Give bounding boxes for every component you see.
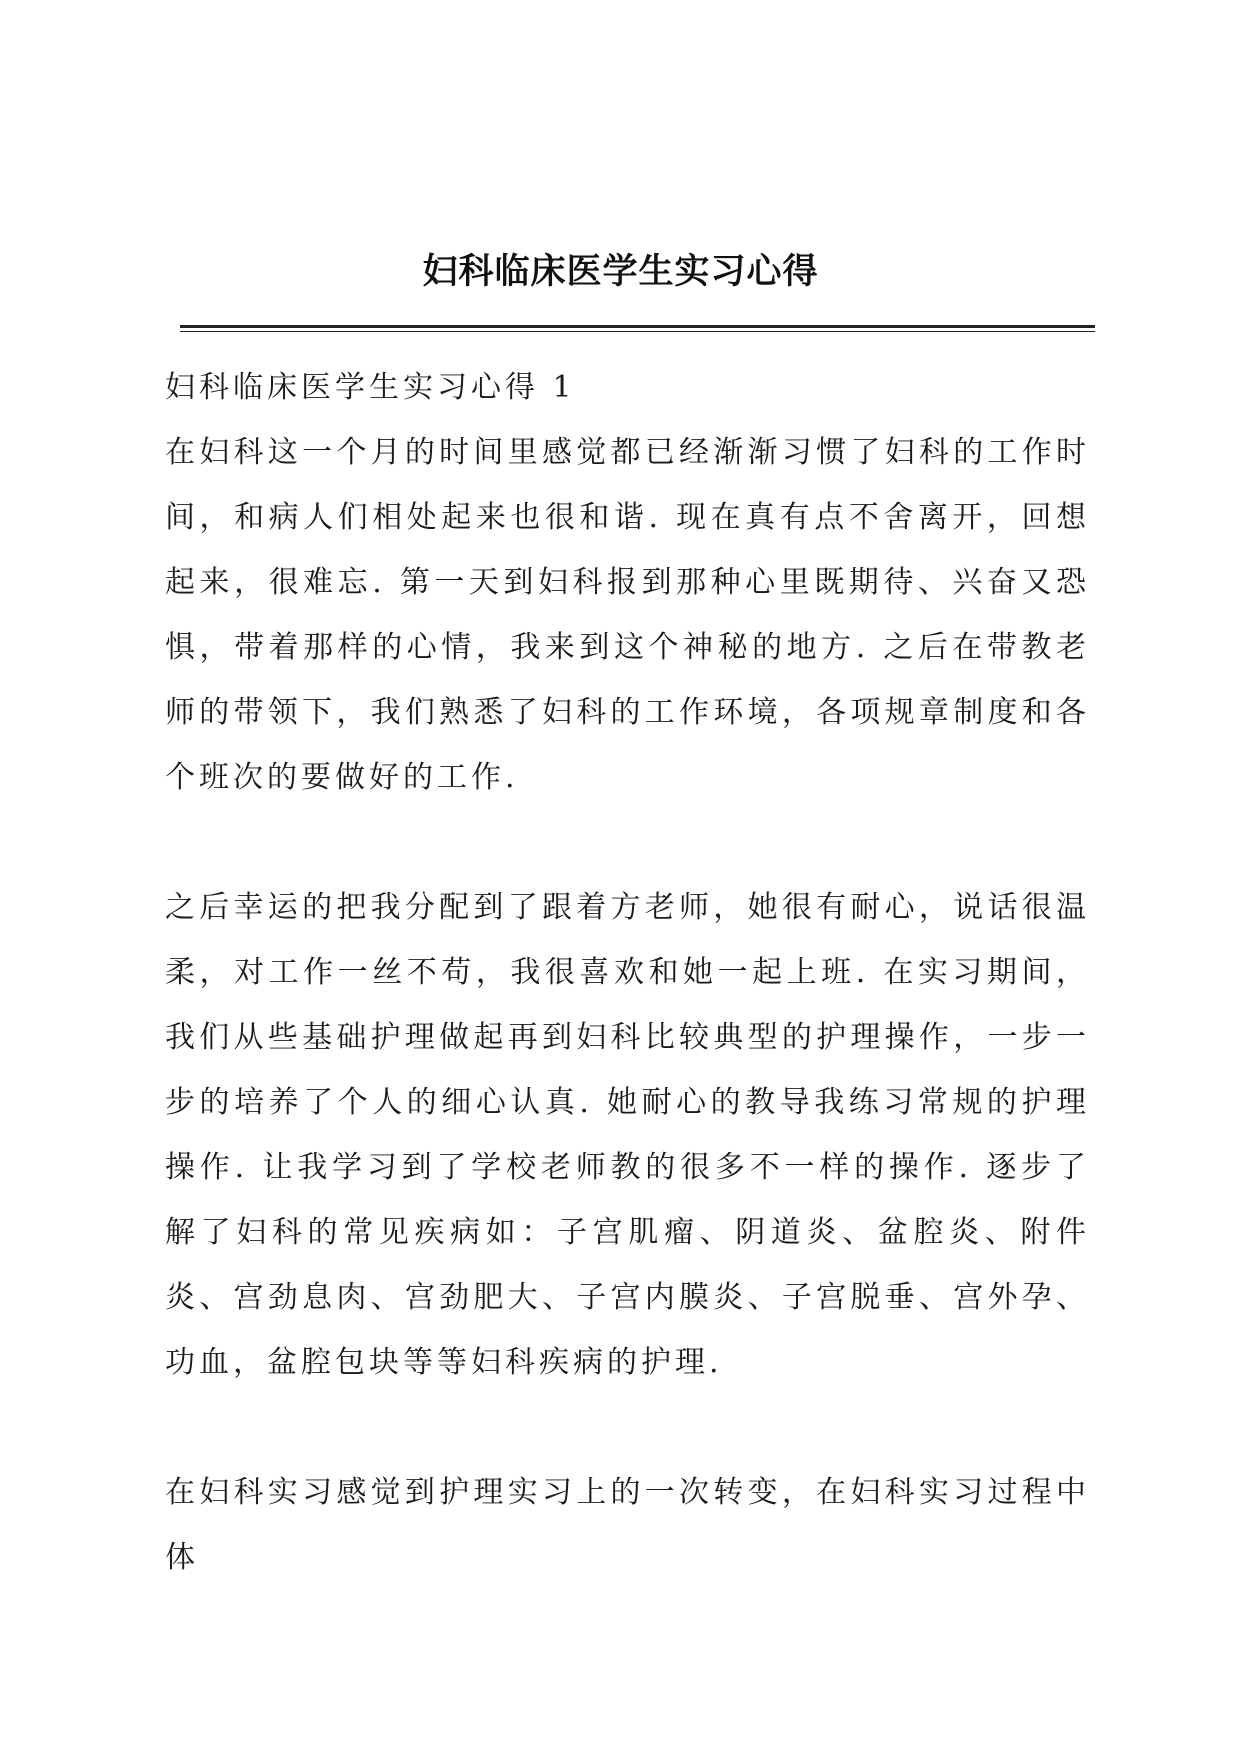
paragraph-1: 在妇科这一个月的时间里感觉都已经渐渐习惯了妇科的工作时间，和病人们相处起来也很和谐. 现在真有点不舍离开，回想起来，很难忘. 第一天到妇科报到那种心里既期待、兴奋又恐惧，带着那样的心情，我来到这个神秘的地方. 之后在带教老师的带领下，我们熟悉了妇科的工作环境，各项规章制度和各个班次的要做好的工作.: [165, 435, 1090, 795]
paragraph-3: 在妇科实习感觉到护理实习上的一次转变，在妇科实习过程中体: [165, 1475, 1090, 1575]
paragraph-2: 之后幸运的把我分配到了跟着方老师，她很有耐心，说话很温柔，对工作一丝不苟，我很喜欢和她一起上班. 在实习期间，我们从些基础护理做起再到妇科比较典型的护理操作，一步一步的培养了个人的细心认真. 她耐心的教导我练习常规的护理操作. 让我学习到了学校老师教的很多不一样的操作. 逐步了解了妇科的常见疾病如：子宫肌瘤、阴道炎、盆腔炎、附件炎、宫劲息肉、宫劲肥大、子宫内膜炎、子宫脱垂、宫外孕、功血，盆腔包块等等妇科疾病的护理.: [165, 890, 1090, 1380]
title-divider: [180, 325, 1095, 332]
document-body: [165, 355, 1090, 1590]
section-heading: 妇科临床医学生实习心得 1: [165, 370, 576, 405]
document-title: 妇科临床医学生实习心得: [422, 252, 819, 292]
